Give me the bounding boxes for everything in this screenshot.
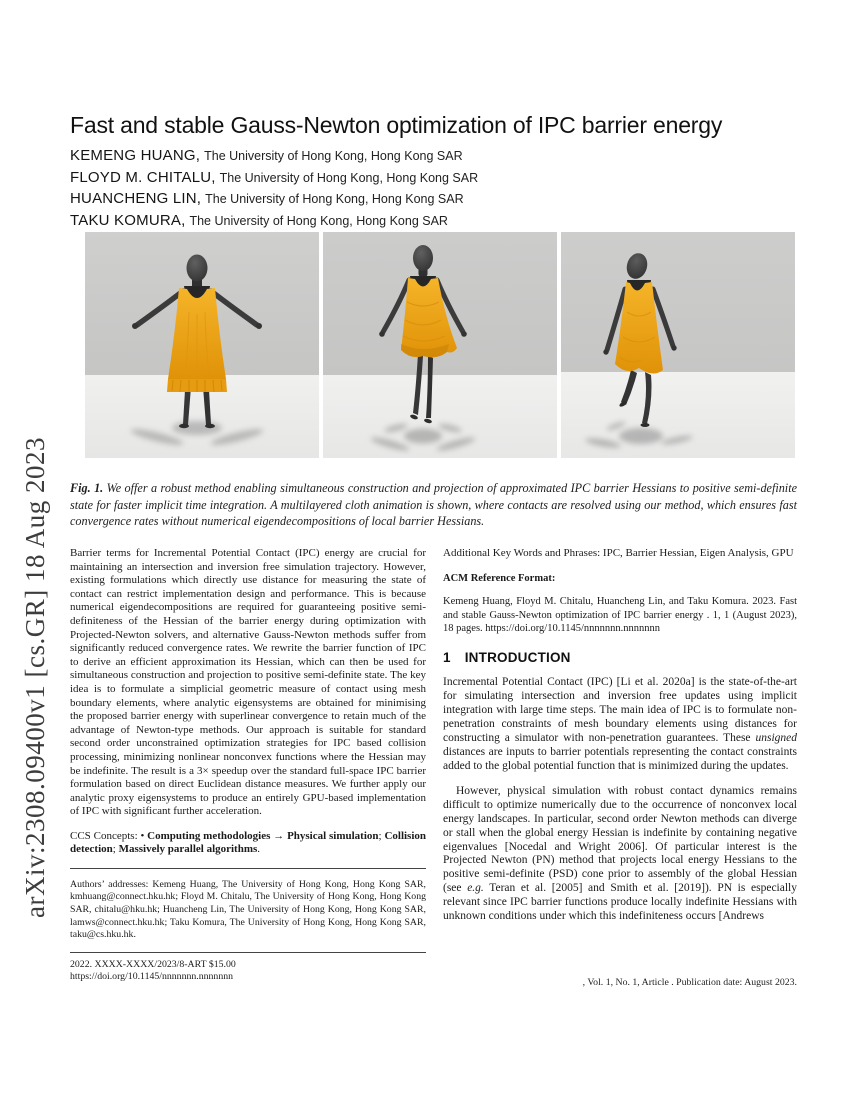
divider: [70, 868, 426, 869]
section-number: 1: [443, 649, 451, 665]
copyright-line-1: 2022. XXXX-XXXX/2023/8-ART $15.00: [70, 958, 236, 970]
caption-text: We offer a robust method enabling simultaneous construction and projection of approximated IPC barrier Hessians to positive semi-definite state for faster implicit time integration. A multilayered cloth animation is shown, where contacts are resolved using our method, which ensures fast convergence rates without numerical eigendecompositions of local barrier Hessians.: [70, 481, 797, 529]
paragraph-text: However, physical simulation with robust contact dynamics remains difficult to optimize numerically due to the occurrence of nonconvex local energy landscapes. In particular, second order Newton methods can diverge or stall when the global energy Hessian is indefinite by containing negative eigenvalues [Nocedal and Wright 2006]. Of particular interest is the Projected Newton (PN) method that projects local energy Hessians to the positive semi-definite (PSD) cone prior to assembly of the global Hessian (see: [443, 784, 797, 895]
figure-panel-standing: [85, 232, 319, 458]
paragraph-text: distances are inputs to barrier potentials representing the contact constraints added to the global potential function that is minimized during the updates.: [443, 745, 797, 772]
ccs-concept: Collision detection: [70, 829, 427, 856]
author-name: FLOYD M. CHITALU,: [70, 168, 216, 186]
abstract-text: Barrier terms for Incremental Potential Contact (IPC) energy are crucial for maintaining an intersection and inversion free simulation trajectory. However, existing formulations which directly use distance for measuring the state of contact can restrict implementation design and performance. This is because numerical eigendecompositions are required for guaranteeing positive semi-definiteness of the Hessian of the barrier energy during optimization with Projected-Newton solvers, and alternative Gauss-Newton methods suffer from significantly reduced convergence rates. We rewrite the barrier function of IPC to derive an efficient approximation its Hessian, which can then be used for simultaneous construction and projection to positive semi-definite state. The key idea is to formulate a simplicial geometric measure of contact using mesh boundary elements, where analytic eigensystems are obtained for minimising the proposed barrier energy with superlinear convergence to retain much of the advantage of Newton-type methods. Our approach is suitable for standard second order unconstrained optimization strategies for IPC based collision processing, minimizing nonlinear nonconvex functions where the Hessian may be indefinite. The result is a 3× speedup over the standard full-space IPC barrier formulation based on direct Euclidean distance measures. We further apply our analytic proxy eigensystems to produce an entirely GPU-based implementation of IPC with significant further acceleration.: [70, 547, 426, 818]
ccs-concept: Massively parallel algorithms: [118, 843, 258, 856]
divider: [70, 952, 426, 953]
ccs-arrow: →: [270, 829, 288, 842]
author-affiliation: The University of Hong Kong, Hong Kong SAR: [205, 192, 464, 206]
author-row: [70, 145, 478, 167]
page-footer: , Vol. 1, No. 1, Article . Publication date: August 2023.: [582, 977, 797, 988]
paper-title: Fast and stable Gauss-Newton optimization of IPC barrier energy: [70, 112, 723, 139]
section-heading-introduction: [443, 650, 797, 665]
ccs-prefix: CCS Concepts: •: [70, 829, 148, 842]
mannequin-jumping-image: [323, 232, 557, 458]
section-title: INTRODUCTION: [464, 649, 571, 665]
paragraph-text: Teran et al. [2005] and Smith et al. [2019]). PN is especially relevant since IPC barrier functions produce locally indefinite Hessians with unknown conditions under which this indefiniteness occurs [Andrews: [443, 882, 797, 923]
author-name: TAKU KOMURA,: [70, 211, 186, 229]
emphasized-word: e.g.: [467, 882, 484, 895]
ccs-paragraph: [70, 830, 426, 857]
author-affiliation: The University of Hong Kong, Hong Kong SAR: [204, 149, 463, 163]
figure-panel-walking: [561, 232, 795, 458]
author-row: [70, 210, 478, 232]
author-row: [70, 167, 478, 189]
author-affiliation: The University of Hong Kong, Hong Kong SAR: [189, 213, 448, 228]
copyright-block: [70, 959, 426, 984]
right-column: [443, 536, 797, 936]
copyright-line-2: https://doi.org/10.1145/nnnnnnn.nnnnnnn: [70, 971, 234, 983]
teaser-figure: [85, 232, 795, 458]
ccs-concept: Computing methodologies: [147, 829, 271, 842]
figure-panel-jumping: [323, 232, 557, 458]
authors-block: [70, 145, 478, 231]
ccs-separator: ;: [378, 829, 385, 842]
figure-caption: [70, 480, 797, 530]
ccs-period: .: [257, 843, 261, 856]
intro-paragraph-1: [443, 676, 797, 773]
ccs-concept: Physical simulation: [287, 829, 379, 842]
paragraph-text: Incremental Potential Contact (IPC) [Li et al. 2020a] is the state-of-the-art for simulating intersection and inversion free updates using implicit integration with large time steps. The main idea of IPC is to formulate non-penetration constraints of mesh boundary elements using distances for constructing a simulator with non-penetration guarantees. These: [443, 676, 797, 744]
emphasized-word: unsigned: [755, 731, 797, 744]
mannequin-walking-image: [561, 232, 795, 458]
author-row: [70, 188, 478, 210]
acm-reference-heading: ACM Reference Format:: [443, 572, 556, 584]
authors-addresses: Authors’ addresses: Kemeng Huang, The University of Hong Kong, Hong Kong SAR, kmhuang@connect.hku.hk; Floyd M. Chitalu, The University of Hong Kong, Hong Kong SAR, chitalu@hku.hk; Huancheng Lin, The University of Hong Kong, Hong Kong SAR, lamws@connect.hku.hk; Taku Komura, The University of Hong Kong, Hong Kong SAR, taku@cs.hku.hk.: [70, 878, 426, 941]
author-name: KEMENG HUANG,: [70, 147, 201, 164]
ccs-separator: ;: [112, 843, 119, 856]
left-column: [70, 536, 426, 984]
mannequin-standing-image: [85, 232, 319, 458]
author-affiliation: The University of Hong Kong, Hong Kong SAR: [219, 170, 479, 185]
acm-reference-text: Kemeng Huang, Floyd M. Chitalu, Huancheng Lin, and Taku Komura. 2023. Fast and stable Gauss-Newton optimization of IPC barrier energy . 1, 1 (August 2023), 18 pages. https://doi.org/10.1145/nnnnnnn.nnnnnnn: [443, 596, 797, 634]
caption-label: Fig. 1.: [70, 481, 104, 496]
arxiv-stamp: arXiv:2308.09400v1 [cs.GR] 18 Aug 2023: [20, 437, 50, 918]
intro-paragraph-2: [443, 785, 797, 924]
keywords-paragraph: Additional Key Words and Phrases: IPC, Barrier Hessian, Eigen Analysis, GPU: [443, 547, 794, 559]
author-name: HUANCHENG LIN,: [70, 190, 202, 207]
